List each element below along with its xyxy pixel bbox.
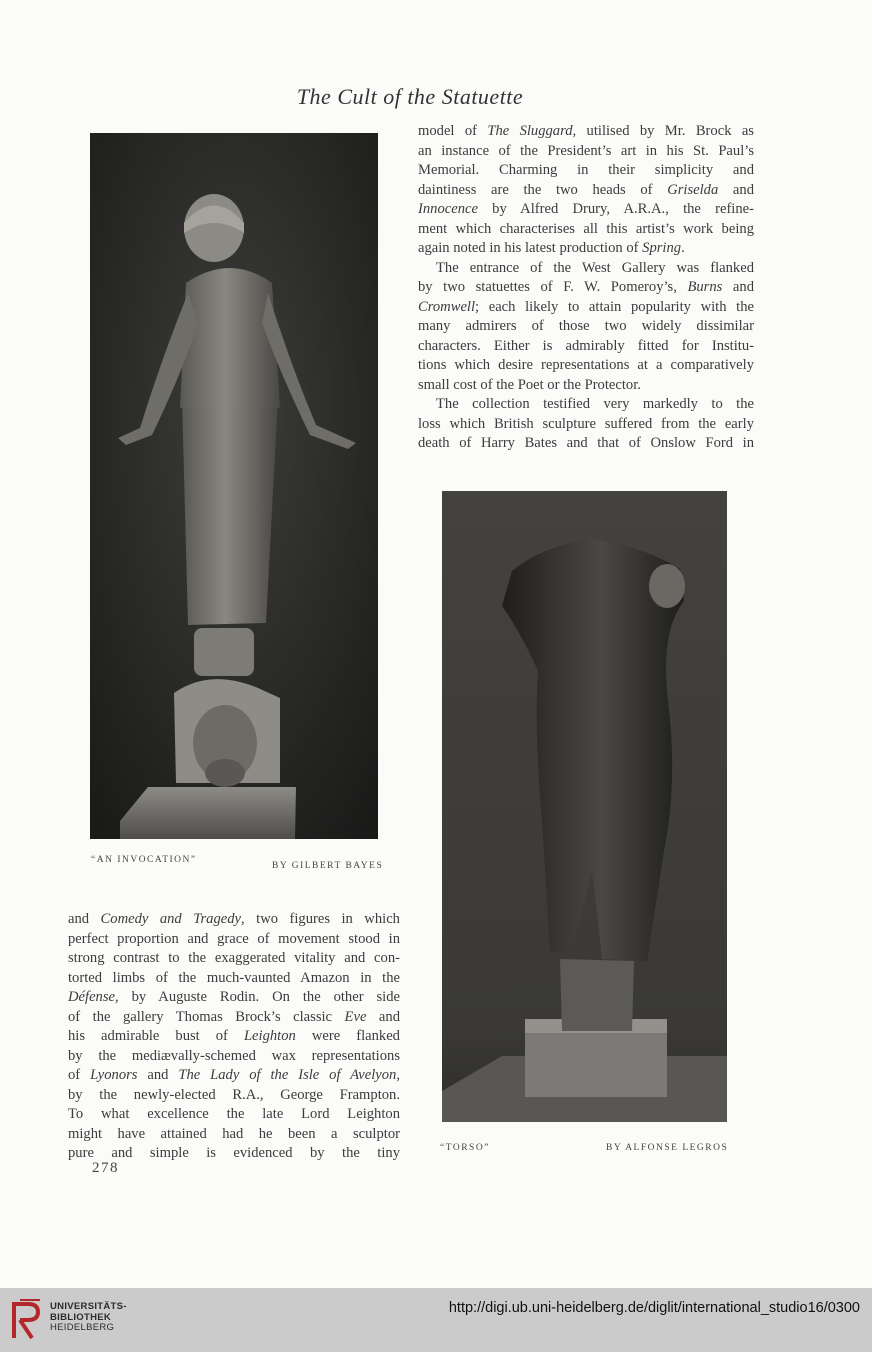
text-column-left-bottom (68, 910, 400, 1164)
text-line: The entrance of the West Gallery was flanked (436, 259, 754, 276)
running-head-title: The Cult of the Statuette (296, 84, 524, 109)
text-column-right-top (418, 122, 754, 454)
text-line: small cost of the Poet or the Protector. (418, 376, 641, 393)
text-line: tions which desire representations at a comparatively (418, 357, 754, 373)
library-name-line3: HEIDELBERG (50, 1322, 115, 1333)
library-name-line2: BIBLIOTHEK (50, 1311, 112, 1323)
caption-torso-title: “TORSO” (440, 1143, 490, 1153)
text-line: To what excellence the late Lord Leighton (68, 1106, 400, 1122)
text-line: The collection testified very markedly to the (436, 396, 754, 412)
text-line: Défense, by Auguste Rodin. On the other side (68, 989, 400, 1005)
caption-torso-credit: BY ALFONSE LEGROS (606, 1143, 729, 1153)
text-line: of Lyonors and The Lady of the Isle of Avelyon, (68, 1067, 401, 1083)
text-line: model of The Sluggard, utilised by Mr. Brock as (418, 123, 754, 139)
text-line: again noted in his latest production of Spring. (418, 240, 685, 256)
text-line: strong contrast to the exaggerated vitality and con- (68, 950, 400, 966)
text-line: Cromwell; each likely to attain popularity with the (418, 298, 754, 315)
source-url-link[interactable]: http://digi.ub.uni-heidelberg.de/diglit/international_studio16/0300 (448, 1300, 860, 1316)
text-line: death of Harry Bates and that of Onslow Ford in (418, 435, 754, 451)
text-line: by two statuettes of F. W. Pomeroy’s, Burns and (418, 279, 754, 295)
text-line: his admirable bust of Leighton were flanked (68, 1028, 400, 1044)
text-line: by the mediævally-schemed wax representations (68, 1047, 400, 1064)
text-line: pure and simple is evidenced by the tiny (68, 1145, 400, 1161)
heidelberg-library-logo-icon (10, 1298, 44, 1340)
text-line: might have attained had he been a sculptor (68, 1125, 400, 1142)
footer-bar (0, 1288, 872, 1352)
text-line: an instance of the President’s art in his St. Paul’s (418, 142, 754, 159)
text-line: Memorial. Charming in their simplicity and (418, 162, 754, 178)
text-line: ment which characterises all this artist’s work being (418, 220, 754, 237)
statuette-invocation-image (90, 133, 378, 839)
text-line: daintiness are the two heads of Griselda and (418, 181, 754, 198)
text-line: loss which British sculpture suffered from the early (418, 415, 754, 432)
text-line: perfect proportion and grace of movement stood in (68, 930, 400, 947)
text-line: characters. Either is admirably fitted for Institu- (418, 337, 754, 354)
torso-image (442, 491, 727, 1122)
text-line: torted limbs of the much-vaunted Amazon in the (68, 969, 400, 986)
caption-an-invocation-title: “AN INVOCATION” (91, 855, 197, 865)
text-line: many admirers of those two widely dissimilar (418, 318, 754, 334)
plate-torso (442, 491, 727, 1122)
page-number: 278 (92, 1160, 119, 1176)
text-line: Innocence by Alfred Drury, A.R.A., the refine- (418, 201, 754, 217)
caption-an-invocation-credit: BY GILBERT BAYES (272, 861, 384, 871)
library-name-line1: UNIVERSITÄTS- (50, 1301, 127, 1312)
text-line: of the gallery Thomas Brock’s classic Eve and (68, 1008, 400, 1025)
text-line: by the newly-elected R.A., George Frampton. (68, 1086, 400, 1103)
plate-an-invocation (90, 133, 378, 839)
library-name (50, 1302, 127, 1334)
text-line: and Comedy and Tragedy, two figures in which (68, 911, 400, 927)
